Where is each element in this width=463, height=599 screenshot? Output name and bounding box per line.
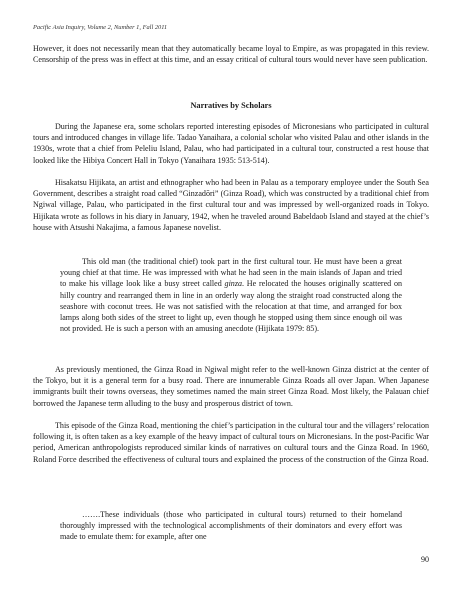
paragraph-3: As previously mentioned, the Ginza Road in Ngiwal might refer to the well-known Ginza district at the center of the Tokyo, but it is a general term for a busy road. There are innumerable Ginza Roads all over Japan. When Japanese immigrants built their towns overseas, they sometimes named the main street Ginza Road. Most likely, the Palauan chief borrowed the Japanese term alluding to the busy and prosperous district of town.: [33, 365, 429, 408]
paragraph-2: Hisakatsu Hijikata, an artist and ethnographer who had been in Palau as a temporary employee under the South Sea Government, describes a straight road called “Ginzadōri” (Ginza Road), which was constructed by a traditional chief from Ngiwal village, Palau, who participated in the first cultural tour and was impressed by well-organized roads in Tokyo. Hijikata wrote as follows in his diary in January, 1942, when he traveled around Babeldaob Island and stayed at the chief’s house with Atsushi Nakajima, a famous Japanese novelist.: [33, 178, 429, 232]
page-number: 90: [421, 555, 429, 564]
quote-italic-term: ginza: [224, 279, 242, 289]
paragraph-1: During the Japanese era, some scholars reported interesting episodes of Micronesians who participated in cultural tours and introduced changes in village life. Tadao Yanaihara, a colonial scholar who visited Palau and other islands in the 1930s, wrote that a chief from Peleliu Island, Palau, who had participated in a cultural tour, constructed a rest house that looked like the Hibiya Concert Hall in Tokyo (Yanaihara 1935: 513-514).: [33, 122, 429, 165]
block-quote-2: …….These individuals (those who participated in cultural tours) returned to their homeland thoroughly impressed with the technological accomplishments of their dominators and every effort was made to emulate them: for example, after one: [60, 510, 402, 542]
block-quote-1: [60, 256, 402, 334]
paragraph-4: This episode of the Ginza Road, mentioning the chief’s participation in the cultural tour and the villagers’ relocation following it, is often taken as a key example of the heavy impact of cultural tours on Micronesians. In the post-Pacific War period, American anthropologists reproduced similar kinds of narratives on cultural tours and the Ginza Road. In 1960, Roland Force described the effectiveness of cultural tours and explained the process of the construction of the Ginza Road.: [33, 421, 429, 464]
running-head: Pacific Asia Inquiry, Volume 2, Number 1, Fall 2011: [33, 24, 168, 31]
quote-text: This old man (the traditional chief) took part in the first cultural tour. He must have been a great young chief at that time. He was impressed with what he had seen in the main islands of Japan and tried to make his village look like a busy street called: [60, 257, 402, 289]
paragraph-intro: However, it does not necessarily mean that they automatically became loyal to Empire, as was propagated in this review. Censorship of the press was in effect at this time, and an essay critical of cultural tours would never have seen publication.: [33, 44, 429, 65]
quote-text: . He relocated the houses originally scattered on hilly country and rearranged them in line in an orderly way along the straight road constructed along the seashore with coconut trees. He was not satisfied with the relocation at that time, and arranged for box lamps along both sides of the street to light up, even though he stopped using them since enough oil was not provided. He is such a person with an amusing anecdote (Hijikata 1979: 85).: [60, 279, 402, 334]
section-heading: Narratives by Scholars: [190, 101, 272, 110]
